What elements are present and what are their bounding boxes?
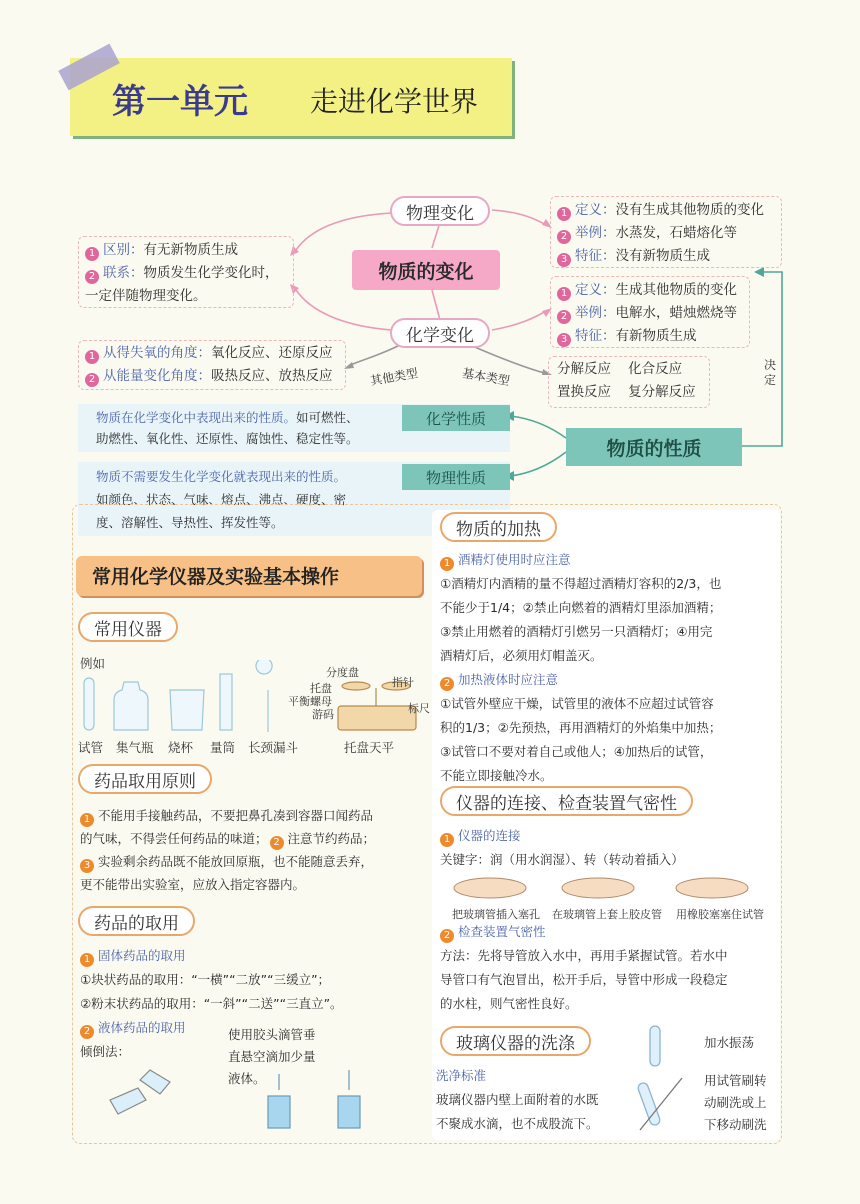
instruments-drawing [78, 660, 438, 740]
beaker-icon [170, 690, 204, 730]
hand-icon-1 [454, 878, 526, 898]
shake-tube-icon [650, 1026, 660, 1066]
unit-number: 第一单元 [112, 82, 248, 122]
lab-title: 常用化学仪器及实验基本操作 [92, 566, 340, 588]
instruments-title: 常用仪器 [78, 612, 178, 642]
instrument-label-2: 烧杯 [168, 740, 194, 755]
decide-label: 决定 [764, 358, 777, 387]
connector-center-chem [432, 290, 440, 320]
balance-part-5: 标尺 [408, 702, 430, 715]
taking-title: 药品的取用 [78, 906, 195, 936]
chem-property-node: 化学性质 [402, 405, 510, 431]
phys-property-desc: 物质不需要发生化学变化就表现出来的性质。 如颜色、状态、气味、熔点、沸点、硬度、密 度、溶解性、导热性、挥发性等。 [96, 469, 347, 530]
principles-text: 1 不能用手接触药品，不要把鼻孔凑到容器口闻药品 的气味，不得尝任何药品的味道； 2 注意节约药品； 3 实验剩余药品既不能放回原瓶，也不能随意丢弃， 更不能带出实验室，应放入指定容器内。 [80, 808, 376, 892]
cylinder-icon [220, 674, 232, 730]
connect-cap-2: 用橡胶塞塞住试管 [676, 908, 764, 921]
hand-icon-2 [562, 878, 634, 898]
instrument-label-0: 试管 [78, 740, 104, 755]
connect-cap-1: 在玻璃管上套上胶皮管 [552, 908, 662, 921]
connect-cap-0: 把玻璃管插入塞孔 [452, 908, 540, 921]
balance-part-1: 指针 [392, 676, 414, 689]
chemical-change-box: 1 定义：生成其他物质的变化 2 举例：电解水，蜡烛燃烧等 3 特征：有新物质生成 [550, 276, 750, 348]
other-types-caption: 其他类型 [369, 365, 419, 389]
connect-title: 仪器的连接、检查装置气密性 [440, 786, 693, 816]
connector-chem-def [492, 310, 548, 330]
connector-phys-relation [296, 213, 392, 250]
connector-chem-other [348, 345, 400, 366]
unit-title: 走进化学世界 [310, 85, 479, 118]
heating-text: 1 酒精灯使用时应注意 ①酒精灯内酒精的量不得超过酒精灯容积的2/3，也 不能少于1/4；②禁止向燃着的酒精灯里添加酒精； ③禁止用燃着的酒精灯引燃另一只酒精灯；④用完 酒精灯后，必须用灯帽盖灭。 2 加热液体时应注意 ①试管外壁应干燥，试管里的液体不应超过试管容 积的1/3；②先预热，再用酒精灯的外焰集中加热； ③试管口不要对着自己或他人；④加热后的试管， 不能立即接触冷水。 [440, 552, 722, 783]
properties-node: 物质的性质 [566, 428, 742, 466]
gas-bottle-icon [114, 682, 148, 730]
wash-text: 洗净标准 玻璃仪器内壁上面附着的水既 不聚成水滴，也不成股流下。 [436, 1068, 599, 1131]
balance-part-2: 托盘 [310, 682, 332, 695]
balance-label: 托盘天平 [344, 740, 395, 755]
connect-text: 1 仪器的连接 关键字：润（用水润湿）、转（转动着插入） [440, 828, 684, 867]
connector-prop-phys [510, 452, 566, 476]
relation-box: 1 区别：有无新物质生成 2 联系：物质发生化学变化时， 一定伴随物理变化。 [78, 236, 294, 308]
heating-title: 物质的加热 [440, 512, 557, 542]
balance-part-0: 分度盘 [326, 666, 359, 679]
dropper-text: 使用胶头滴管垂 直悬空滴加少量 液体。 [228, 1027, 316, 1086]
taking-text: 1 固体药品的取用 ①块状药品的取用：“一横”“二放”“三缓立”； ②粉末状药品的取用：“一斜”“二送”“三直立”。 2 液体药品的取用 倾倒法： [80, 948, 343, 1059]
principles-title: 药品取用原则 [78, 764, 212, 794]
hand-icon-3 [676, 878, 748, 898]
test-tube-icon [84, 678, 94, 730]
basic-types-box: 分解反应 化合反应 置换反应 复分解反应 [548, 356, 710, 408]
chem-property-desc: 物质在化学变化中表现出来的性质。如可燃性、 助燃性、氧化性、还原性、腐蚀性、稳定性等。 [96, 410, 359, 446]
balance-part-4: 游码 [312, 708, 334, 721]
basic-types-caption: 基本类型 [461, 365, 511, 389]
funnel-icon [256, 660, 272, 732]
connector-chem-relation [296, 290, 392, 330]
connector-phys-def [492, 210, 548, 226]
connect-drawing [450, 870, 780, 904]
wash-title: 玻璃仪器的洗涤 [440, 1026, 591, 1056]
wash-drawing [620, 1020, 700, 1140]
pouring-icon [110, 1070, 170, 1114]
instrument-label-4: 长颈漏斗 [248, 740, 299, 755]
airtight-text: 2 检查装置气密性 方法：先将导管放入水中，再用手紧握试管。若水中 导管口有气泡冒出，松开手后，导管中形成一段稳定 的水柱，则气密性良好。 [440, 924, 728, 1011]
instrument-label-3: 量筒 [210, 740, 236, 755]
other-types-box: 1 从得失氧的角度：氧化反应、还原反应 2 从能量变化角度：吸热反应、放热反应 [78, 340, 346, 390]
phys-property-node: 物理性质 [402, 464, 510, 490]
instrument-label-1: 集气瓶 [116, 740, 154, 755]
wash-right-text: 加水振荡 用试管刷转 动刷洗或上 下移动刷洗 [704, 1035, 767, 1132]
physical-change-box: 1 定义：没有生成其他物质的变化 2 举例：水蒸发，石蜡熔化等 3 特征：没有新物质生成 [550, 196, 782, 268]
chemical-change-node: 化学变化 [390, 318, 490, 348]
center-node: 物质的变化 [352, 250, 500, 290]
balance-part-3: 平衡螺母 [288, 695, 332, 708]
liquid-taking-drawing [90, 1060, 390, 1134]
connector-prop-chem [510, 416, 566, 438]
physical-change-node: 物理变化 [390, 196, 490, 226]
dropper-icon [268, 1070, 360, 1128]
instruments-example: 例如 [80, 656, 106, 671]
